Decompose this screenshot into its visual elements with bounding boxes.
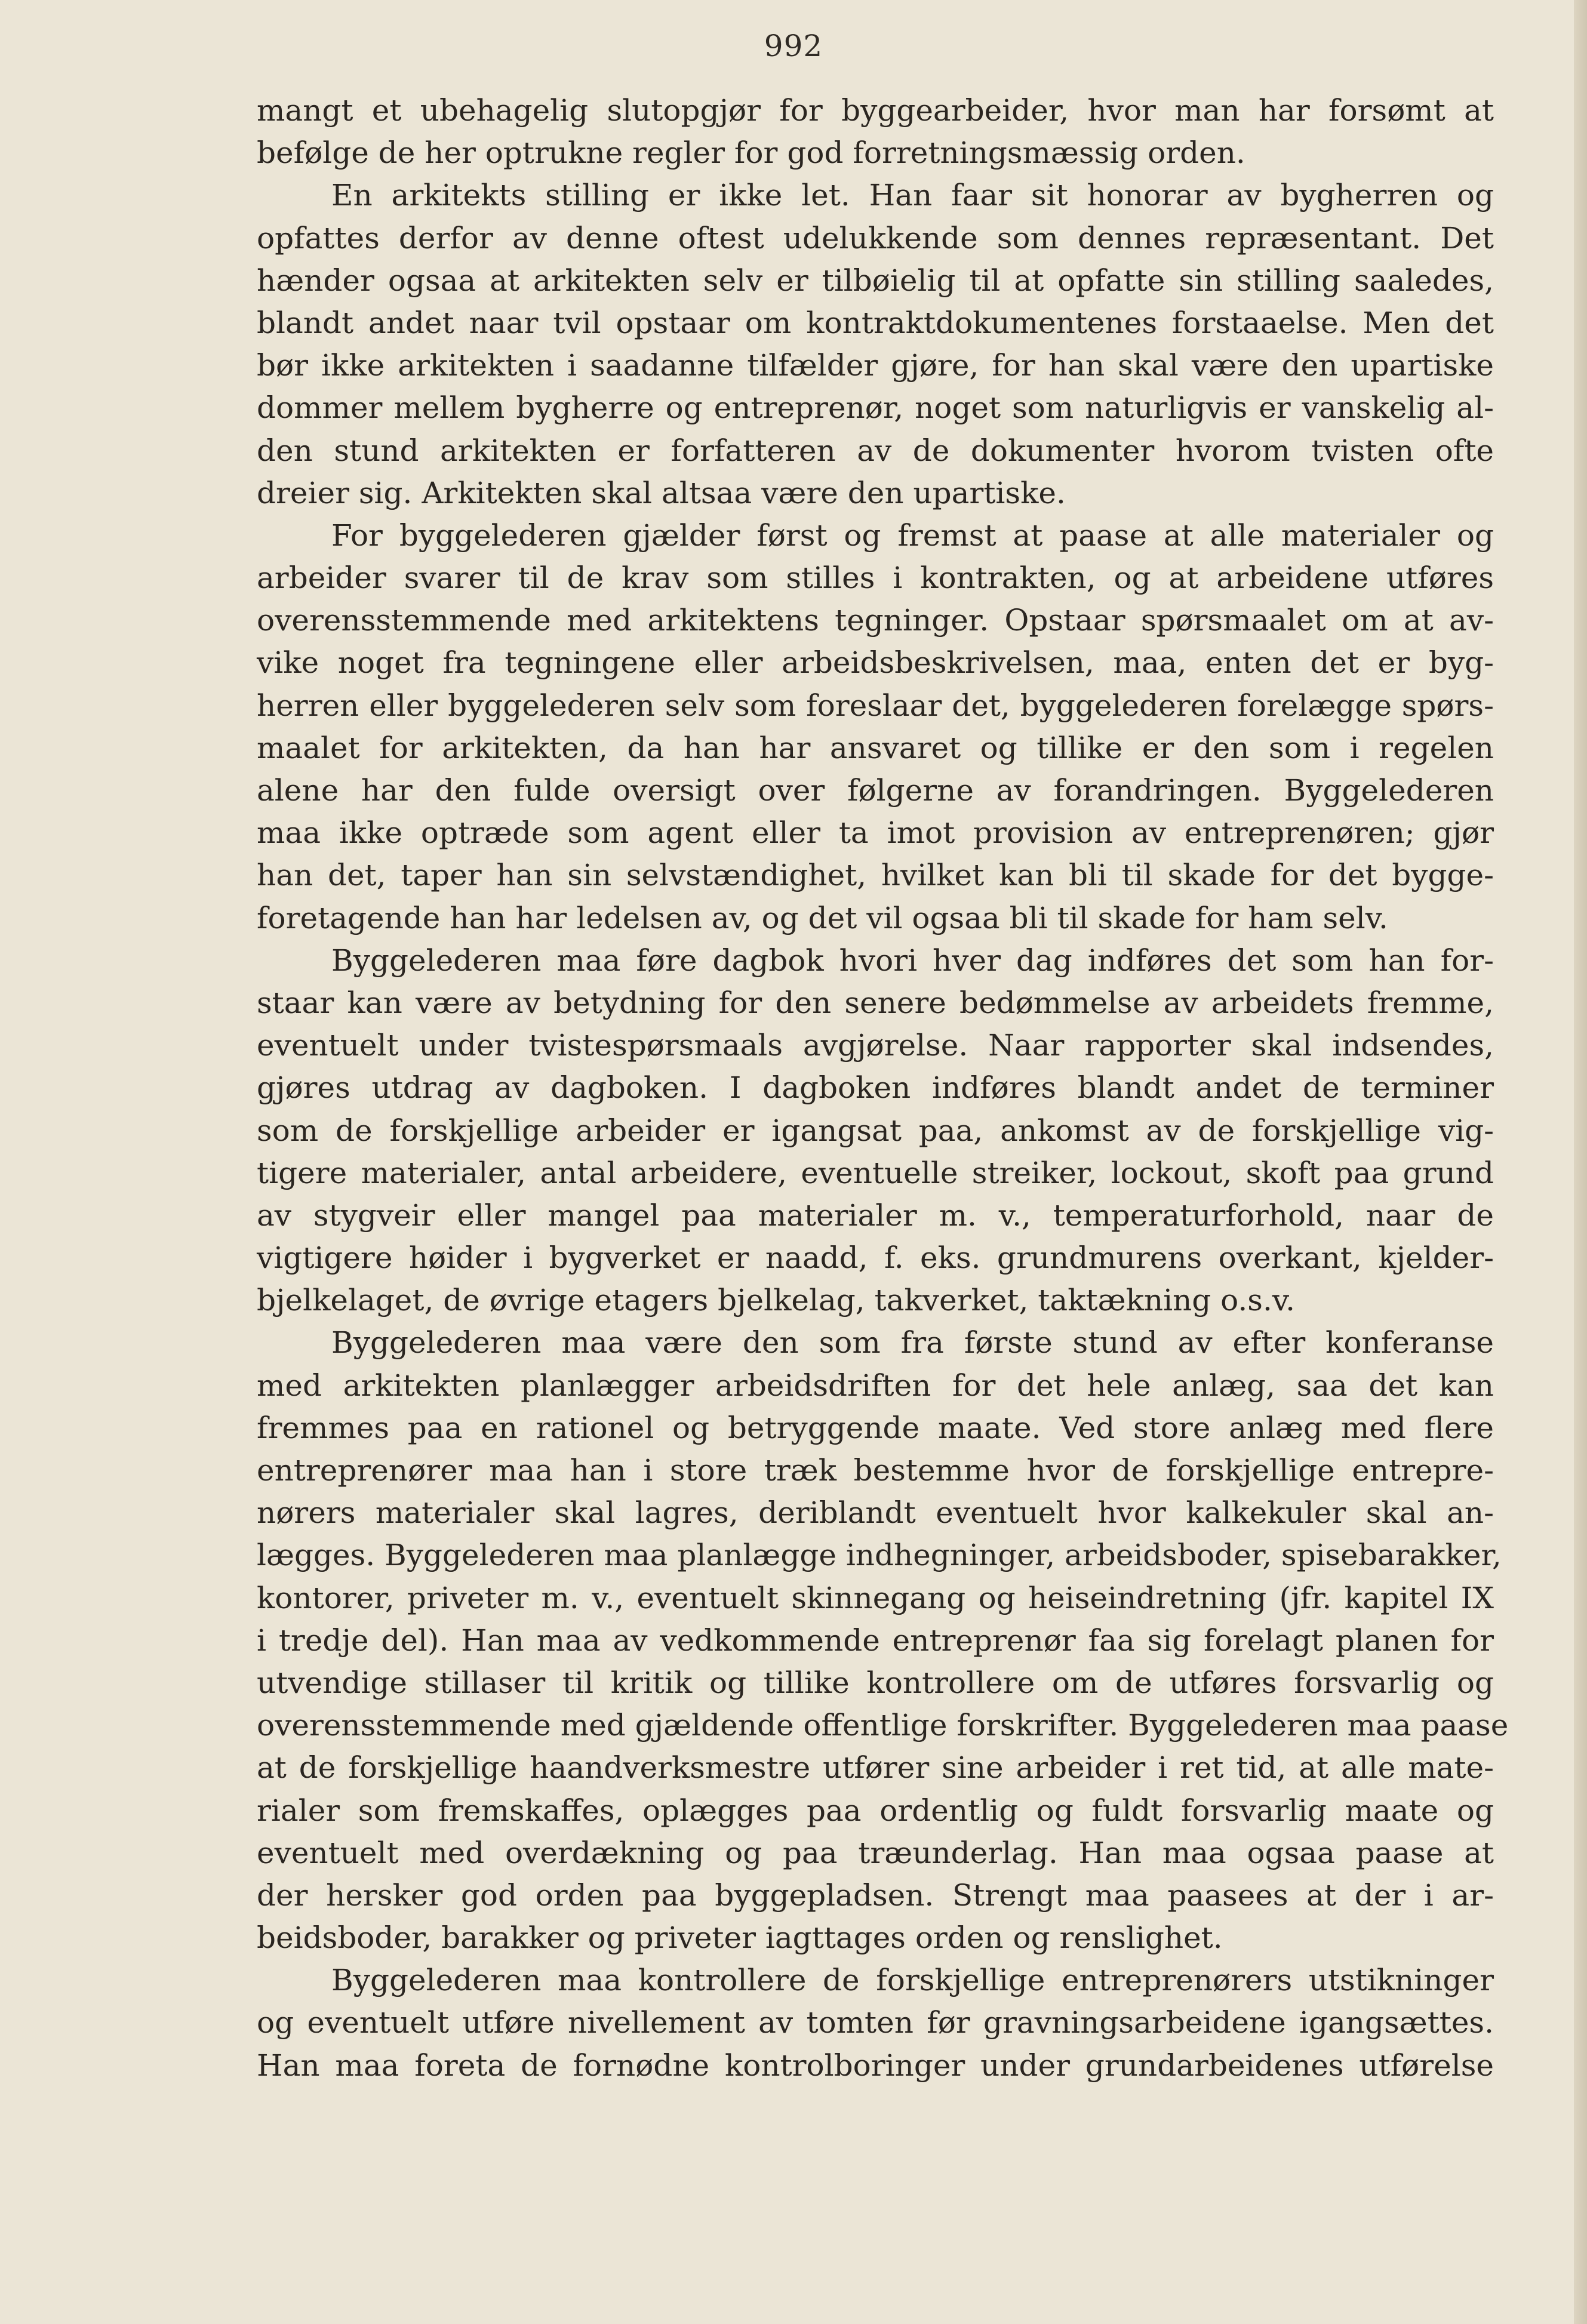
text-line: Byggelederen maa føre dagbok hvori hver dag indføres det som han for- (331, 943, 1494, 978)
text-line: overensstemmende med arkitektens tegninger. Opstaar spørsmaalet om at av- (257, 603, 1494, 638)
text-line: overensstemmende med gjældende offentlige forskrifter. Byggelederen maa paase (257, 1708, 1509, 1743)
text-line: fremmes paa en rationel og betryggende maate. Ved store anlæg med flere (257, 1410, 1494, 1445)
paragraph (257, 174, 1494, 515)
text-line: dreier sig. Arkitekten skal altsaa være den upartiske. (257, 475, 1066, 510)
text-line: hænder ogsaa at arkitekten selv er tilbøielig til at opfatte sin stilling saaledes, (257, 263, 1494, 298)
text-line: herren eller byggelederen selv som foreslaar det, byggelederen forelægge spørs- (257, 688, 1494, 723)
paragraph (257, 940, 1494, 1322)
text-line: av stygveir eller mangel paa materialer m. v., temperaturforhold, naar de (257, 1198, 1494, 1233)
text-line: bjelkelaget, de øvrige etagers bjelkelag, takverket, taktækning o.s.v. (257, 1283, 1296, 1318)
text-line: dommer mellem bygherre og entreprenør, noget som naturligvis er vanskelig al- (257, 390, 1494, 426)
page-edge (1574, 0, 1587, 2324)
text-line: tigere materialer, antal arbeidere, eventuelle streiker, lockout, skoft paa grund (257, 1155, 1494, 1190)
text-line: at de forskjellige haandverksmestre utfører sine arbeider i ret tid, at alle mate- (257, 1750, 1494, 1786)
paragraph (257, 1959, 1494, 2087)
text-line: den stund arkitekten er forfatteren av de dokumenter hvorom tvisten ofte (257, 433, 1494, 468)
text-line: eventuelt under tvistespørsmaals avgjørelse. Naar rapporter skal indsendes, (257, 1028, 1494, 1063)
text-line: i tredje del). Han maa av vedkommende entreprenør faa sig forelagt planen for (257, 1623, 1494, 1658)
text-line: Han maa foreta de fornødne kontrolboringer under grundarbeidenes utførelse (257, 2048, 1494, 2083)
text-line: blandt andet naar tvil opstaar om kontraktdokumentenes forstaaelse. Men det (257, 305, 1494, 340)
text-line: En arkitekts stilling er ikke let. Han faar sit honorar av bygherren og (331, 178, 1494, 213)
text-line: Byggelederen maa være den som fra første stund av efter konferanse (331, 1325, 1494, 1360)
text-line: der hersker god orden paa byggepladsen. Strengt maa paasees at der i ar- (257, 1877, 1494, 1913)
text-line: vike noget fra tegningene eller arbeidsbeskrivelsen, maa, enten det er byg- (257, 645, 1494, 681)
text-line: med arkitekten planlægger arbeidsdriften for det hele anlæg, saa det kan (257, 1368, 1494, 1403)
text-line: maa ikke optræde som agent eller ta imot provision av entreprenøren; gjør (257, 815, 1494, 851)
text-line: vigtigere høider i bygverket er naadd, f. eks. grundmurens overkant, kjelder- (257, 1241, 1494, 1276)
text-line: Byggelederen maa kontrollere de forskjellige entreprenørers utstikninger (331, 1963, 1494, 1998)
text-line: som de forskjellige arbeider er igangsat paa, ankomst av de forskjellige vig- (257, 1113, 1494, 1148)
paragraph (257, 515, 1494, 940)
paragraph (257, 1322, 1509, 1959)
text-line: kontorer, priveter m. v., eventuelt skinnegang og heiseindretning (jfr. kapitel IX (257, 1580, 1494, 1615)
text-line: opfattes derfor av denne oftest udelukkende som dennes repræsentant. Det (257, 220, 1494, 256)
text-line: eventuelt med overdækning og paa træunderlag. Han maa ogsaa paase at (257, 1835, 1494, 1870)
paragraph (257, 90, 1494, 174)
text-line: entreprenører maa han i store træk bestemme hvor de forskjellige entrepre- (257, 1453, 1494, 1488)
text-line: mangt et ubehagelig slutopgjør for byggearbeider, hvor man har forsømt at (257, 93, 1494, 128)
text-line: foretagende han har ledelsen av, og det vil ogsaa bli til skade for ham selv. (257, 900, 1388, 935)
text-line: befølge de her optrukne regler for god forretningsmæssig orden. (257, 136, 1245, 171)
text-line: og eventuelt utføre nivellement av tomten før gravningsarbeidene igangsættes. (257, 2005, 1494, 2040)
text-line: rialer som fremskaffes, oplægges paa ordentlig og fuldt forsvarlig maate og (257, 1793, 1494, 1828)
text-line: maalet for arkitekten, da han har ansvaret og tillike er den som i regelen (257, 730, 1494, 765)
text-line: utvendige stillaser til kritik og tillike kontrollere om de utføres forsvarlig og (257, 1665, 1494, 1700)
text-line: bør ikke arkitekten i saadanne tilfælder gjøre, for han skal være den upartiske (257, 348, 1494, 383)
text-line: beidsboder, barakker og priveter iagttages orden og renslighet. (257, 1920, 1223, 1956)
text-line: staar kan være av betydning for den senere bedømmelse av arbeidets fremme, (257, 985, 1494, 1020)
text-line: lægges. Byggelederen maa planlægge indhegninger, arbeidsboder, spisebarakker, (257, 1538, 1502, 1573)
text-line: gjøres utdrag av dagboken. I dagboken indføres blandt andet de terminer (257, 1070, 1494, 1106)
text-line: han det, taper han sin selvstændighet, hvilket kan bli til skade for det bygge- (257, 858, 1494, 893)
text-line: arbeider svarer til de krav som stilles i kontrakten, og at arbeidene utføres (257, 561, 1494, 596)
text-line: alene har den fulde oversigt over følgerne av forandringen. Byggelederen (257, 773, 1494, 808)
page-number: 992 (764, 29, 823, 63)
text-line: nørers materialer skal lagres, deriblandt eventuelt hvor kalkekuler skal an- (257, 1495, 1494, 1531)
text-line: For byggelederen gjælder først og fremst at paase at alle materialer og (331, 518, 1494, 553)
body-text (257, 90, 1509, 2087)
